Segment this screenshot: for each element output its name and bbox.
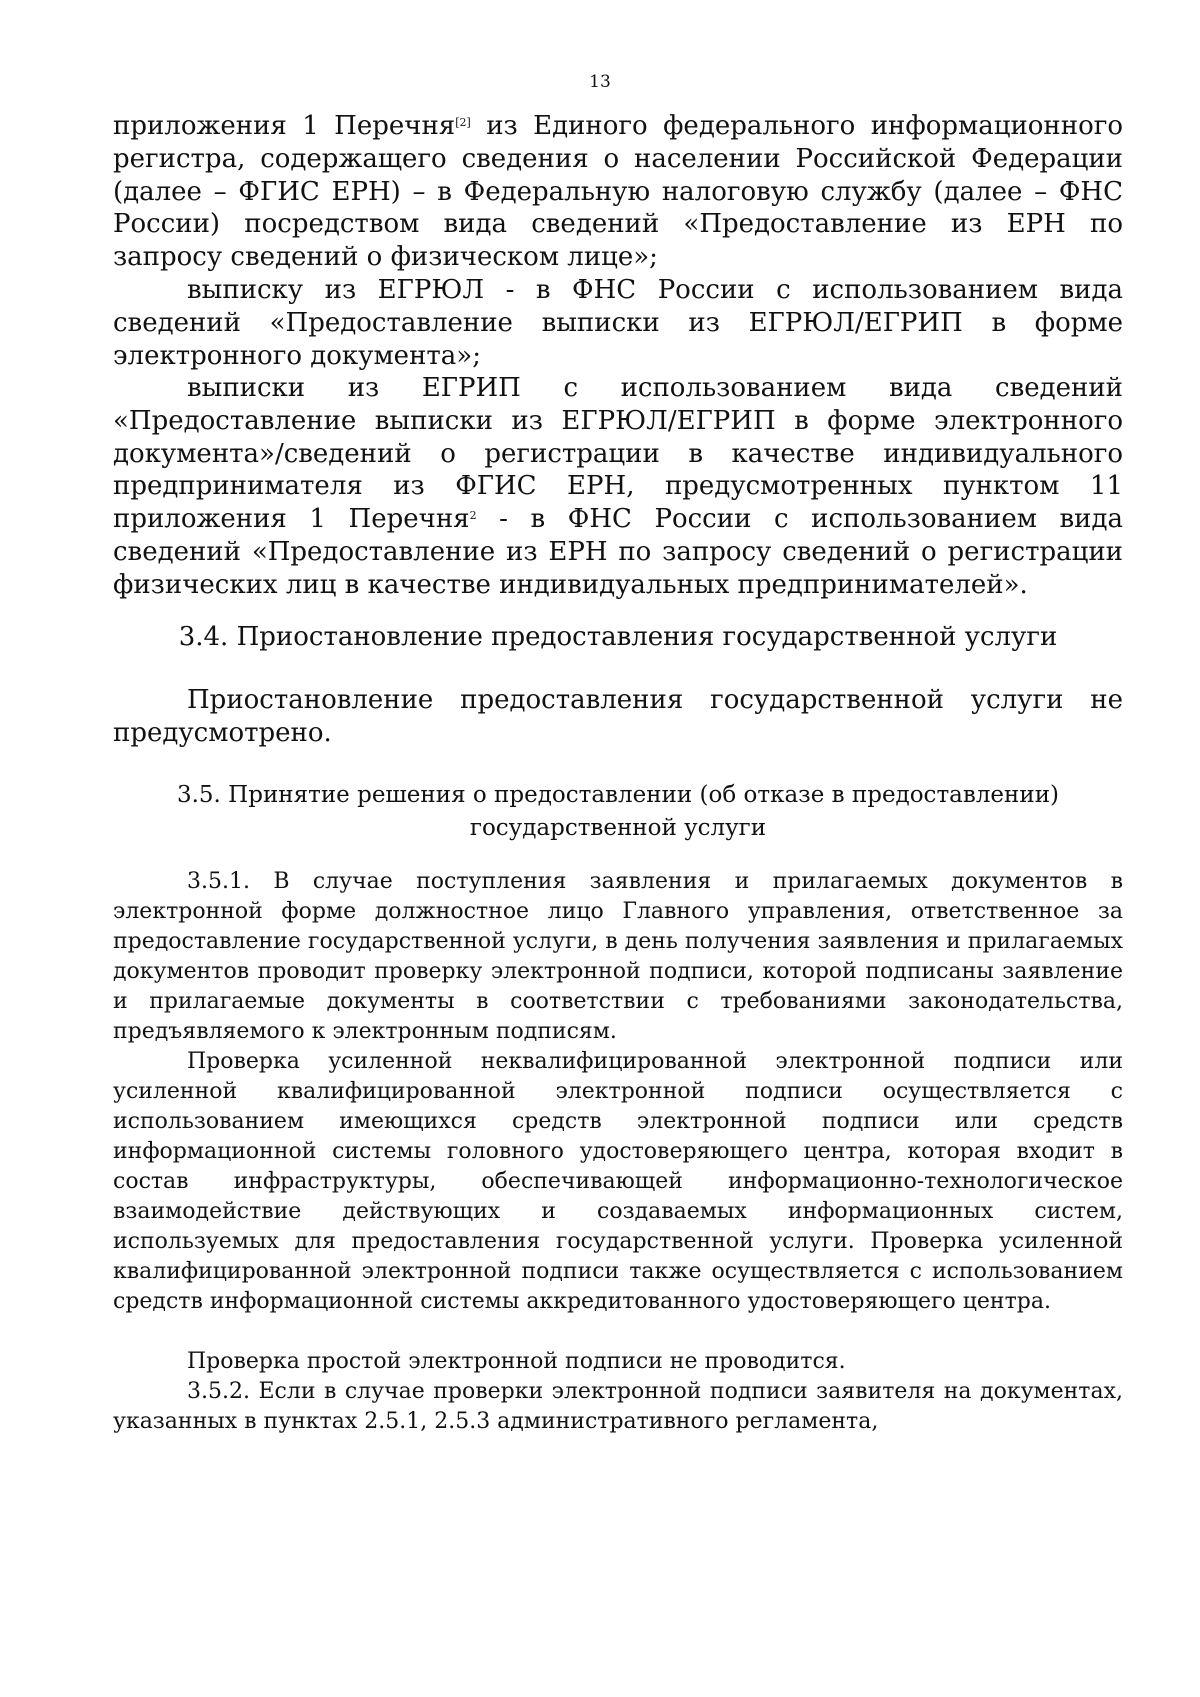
paragraph-signature-check-text: Проверка усиленной неквалифицированной электронной подписи или усиленной квалифицированной электронной подписи осуществляется с использованием имеющихся средств электронной подписи или средств информационной системы головного удостоверяющего центра, которая входит в состав инфраструктуры, обеспечивающей информационно-технологическое взаимодействие действующих и создаваемых информационных систем, используемых для предоставления государственной услуги. Проверка усиленной квалифицированной электронной подписи также осуществляется с использованием средств информационной системы аккредитованного удостоверяющего центра. bbox=[113, 1049, 1123, 1314]
section-heading-3-5 bbox=[113, 779, 1123, 844]
section-heading-3-4: 3.4. Приостановление предоставления государственной услуги bbox=[178, 622, 1058, 652]
paragraph-simple-signature-text: Проверка простой электронной подписи не проводится. bbox=[187, 1349, 846, 1374]
paragraph-egrul bbox=[113, 274, 1123, 372]
paragraph-3-5-1-text: 3.5.1. В случае поступления заявления и прилагаемых документов в электронной форме должностное лицо Главного управления, ответственное за предоставление государственной услуги, в день получения заявления и прилагаемых документов проводит проверку электронной подписи, которой подписаны заявление и прилагаемые документы в соответствии с требованиями законодательства, предъявляемого к электронным подписям. bbox=[113, 869, 1123, 1044]
paragraph-egrn-request bbox=[113, 110, 1123, 274]
paragraph-3-5-2 bbox=[113, 1377, 1123, 1437]
text-part: - в ФНС России с использованием вида сведений «Предоставление из ЕРН по запросу сведений о регистрации физических лиц в качестве индивидуальных предпринимателей». bbox=[113, 504, 1123, 600]
heading-line: 3.5. Принятие решения о предоставлении (об отказе в предоставлении) bbox=[176, 782, 1060, 808]
footnote-marker: 2 bbox=[469, 509, 477, 523]
text-part: выписки из ЕГРИП с использованием вида сведений «Предоставление выписки из ЕГРЮЛ/ЕГРИП в форме электронного документа»/сведений о регистрации в качестве индивидуального предпринимателя из ФГИС ЕРН, предусмотренных пунктом 11 приложения 1 Перечня bbox=[113, 373, 1123, 535]
page-number: 13 bbox=[589, 72, 611, 92]
paragraph-egrul-text: выписку из ЕГРЮЛ - в ФНС России с использованием вида сведений «Предоставление выписки из ЕГРЮЛ/ЕГРИП в форме электронного документа»; bbox=[113, 275, 1123, 371]
paragraph-3-5-2-text: 3.5.2. Если в случае проверки электронной подписи заявителя на документах, указанных в пунктах 2.5.1, 2.5.3 административного регламента, bbox=[113, 1379, 1123, 1434]
paragraph-3-4 bbox=[113, 684, 1123, 750]
paragraph-3-5-1 bbox=[113, 867, 1123, 1047]
paragraph-egrip bbox=[113, 372, 1123, 602]
text-part: приложения 1 Перечня bbox=[113, 111, 456, 141]
footnote-marker: [2] bbox=[455, 116, 471, 129]
paragraph-3-4-text: Приостановление предоставления государственной услуги не предусмотрено. bbox=[113, 685, 1123, 748]
paragraph-egrip-text bbox=[113, 372, 1123, 602]
text-part: из Единого федерального информационного регистра, содержащего сведения о населении Российской Федерации (далее – ФГИС ЕРН) – в Федеральную налоговую службу (далее – ФНС России) посредством вида сведений «Предоставление из ЕРН по запросу сведений о физическом лице»; bbox=[113, 111, 1124, 273]
paragraph-signature-check bbox=[113, 1047, 1123, 1317]
paragraph-egrn-text bbox=[113, 110, 1123, 274]
paragraph-simple-signature bbox=[113, 1347, 1123, 1377]
heading-line: государственной услуги bbox=[469, 814, 767, 841]
